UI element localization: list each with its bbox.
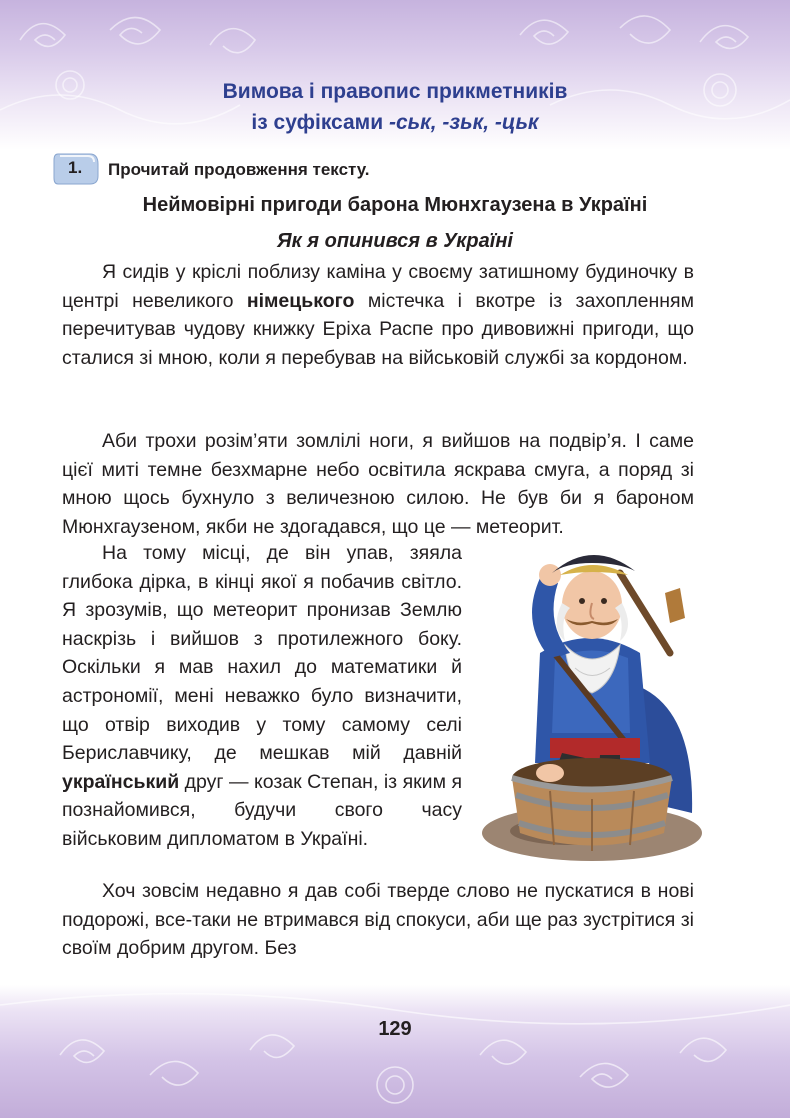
task-number-badge: [52, 152, 100, 186]
baron-munchausen-in-barrel-icon: [480, 533, 704, 863]
baron-illustration: [480, 533, 704, 863]
page-number: 129: [378, 1018, 412, 1040]
paragraph-3-text-a: На тому місці, де він упав, зяяла глибока дірка, в кінці якої я побачив світло. Я зрозумів, що метеорит пронизав Землю наскрізь і вийшов з протилежного боку. Оскільки я мав нахил до математики й астрономії, мені неважко було визначити, що отвір виходив у тому самому селі Бериславчику, де мешкав мій давній: [62, 542, 462, 765]
lesson-title-line-2: [0, 107, 790, 138]
paragraph-2-text: Аби трохи розім’яти зомлілі ноги, я вийшов на подвір’я. І саме цієї миті темне безхмарне небо освітила яскрава смуга, а поряд зі мною щось бухнуло з величезною силою. Не був би я бароном Мюнхгаузеном, якби не здогадався, що це — метеорит.: [62, 430, 694, 538]
paragraph-1: [62, 258, 694, 372]
task-number: 1.: [68, 158, 83, 177]
lesson-title-line-1: Вимова і правопис прикметників: [222, 80, 568, 103]
story-title: Неймовірні пригоди барона Мюнхгаузена в Україні: [142, 194, 648, 216]
paragraph-4-text: Хоч зовсім недавно я дав собі тверде слово не пускатися в нові подорожі, все-таки не втримався від спокуси, аби ще раз зустрітися зі своїм добрим другом. Без: [62, 880, 694, 960]
paragraph-3: [62, 539, 462, 854]
paragraph-1-bold-word: німецького: [246, 289, 355, 312]
swirl-ornament-icon: [0, 985, 790, 1118]
task-instruction: Прочитай продовження тексту.: [108, 160, 370, 179]
chapter-title: Як я опинився в Україні: [277, 230, 513, 252]
bottom-decorative-band: [0, 985, 790, 1118]
paragraph-3-text-b: друг — козак Степан, із яким я познайомився, будучи свого часу військовим дипломатом в Україні.: [62, 770, 462, 850]
paragraph-4: [62, 877, 694, 963]
paragraph-3-bold-word: український: [62, 770, 180, 793]
title-suffixes: -ськ, -зьк, -цьк: [388, 111, 539, 134]
title-prefix: із суфіксами: [251, 111, 389, 134]
paragraph-2: [62, 427, 694, 541]
paragraph-1-text-b: містечка і вкотре із захопленням перечитував чудову книжку Еріха Распе про дивовижні пригоди, що сталися зі мною, коли я перебував на військовій службі за кордоном.: [62, 289, 694, 369]
paragraph-1-text-a: Я сидів у кріслі поблизу каміна у своєму затишному будиночку в центрі невеликого: [62, 261, 694, 312]
